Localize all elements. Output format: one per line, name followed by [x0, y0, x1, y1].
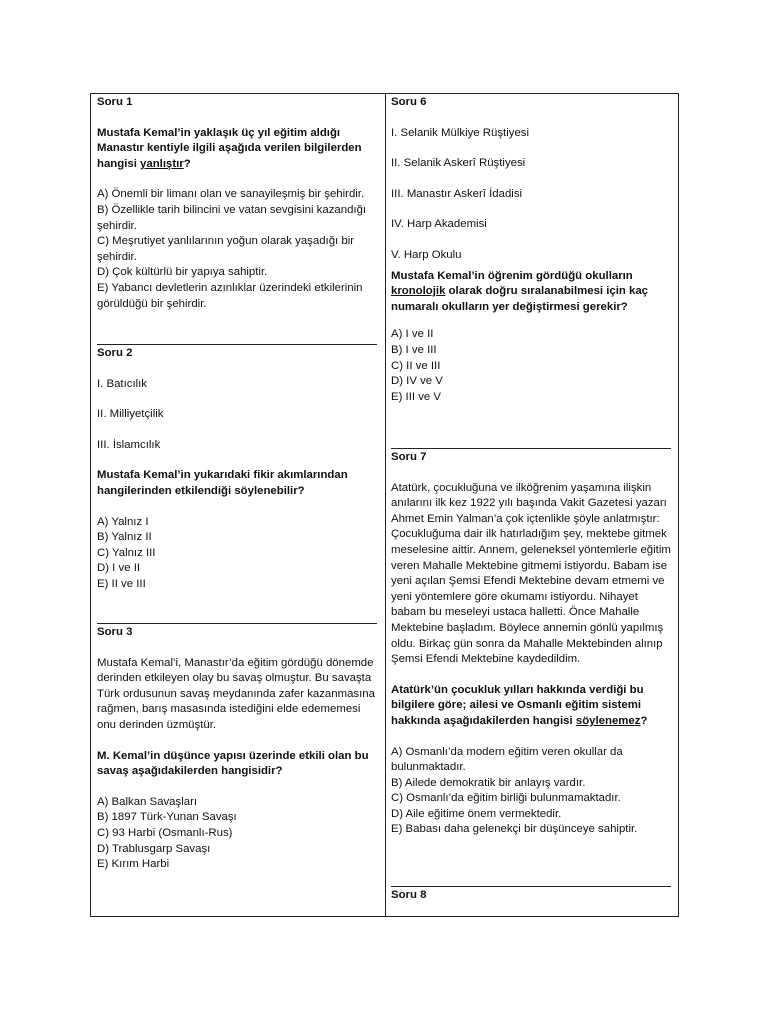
option: A) Balkan Savaşları: [97, 795, 198, 808]
option: B) Özellikle tarih bilincini ve vatan sevgisini kazandığı şehirdir.: [97, 203, 367, 232]
option: E) Babası daha gelenekçi bir düşünceye sahiptir.: [391, 823, 638, 836]
question-7-stem-text: Atatürk’ün çocukluk yılları hakkında verdiği bu bilgilere göre; ailesi ve Osmanlı eğitim sistemi hakkında aşağıdakilerden hangisi: [391, 683, 644, 727]
question-3: [97, 625, 379, 873]
option: A) I ve II: [391, 328, 434, 341]
question-1-stem: [97, 126, 379, 173]
question-8-heading: Soru 8: [391, 889, 427, 901]
question-2-options: [97, 515, 379, 593]
separator-line: [97, 344, 377, 345]
option: E) Yabancı devletlerin azınlıklar üzerindeki etkilerinin görüldüğü bir şehirdir.: [97, 281, 363, 310]
question-1-options: [97, 187, 379, 312]
question-1-stem-text: Mustafa Kemal’in yaklaşık üç yıl eğitim aldığı Manastır kentiyle ilgili aşağıda verilen bilgilerden hangisi: [97, 126, 362, 170]
separator-line: [97, 623, 377, 624]
question-3-options: [97, 795, 379, 873]
question-1-heading: Soru 1: [97, 96, 133, 108]
option: D) Trablusgarp Savaşı: [97, 842, 211, 855]
option: D) Aile eğitime önem vermektedir.: [391, 807, 562, 820]
question-6-stem-text: Mustafa Kemal’in öğrenim gördüğü okulların: [391, 269, 633, 282]
statement-item: IV. Harp Akademisi: [391, 218, 487, 231]
question-7-heading: Soru 7: [391, 451, 427, 463]
question-6-stem-emphasis: kronolojik: [391, 285, 446, 298]
option: D) I ve II: [97, 562, 141, 575]
worksheet-table: [90, 93, 679, 917]
option: C) Meşrutiyet yanlılarının yoğun olarak yaşadığı bir şehirdir.: [97, 235, 355, 263]
question-2: [97, 346, 379, 593]
statement-item: III. İslamcılık: [97, 438, 161, 451]
column-divider: [385, 94, 386, 916]
statement-item: III. Manastır Askerî İdadisi: [391, 187, 523, 200]
option: A) Önemli bir limanı olan ve sanayileşmiş bir şehirdir.: [97, 188, 365, 201]
option: E) II ve III: [97, 577, 146, 590]
question-1: [97, 95, 379, 312]
option: C) 93 Harbi (Osmanlı-Rus): [97, 826, 233, 839]
question-6-heading: Soru 6: [391, 96, 427, 108]
question-7-stem-end: ?: [640, 714, 648, 727]
question-6: [391, 95, 673, 405]
statement-item: I. Selanik Mülkiye Rüştiyesi: [391, 126, 530, 139]
question-3-heading: Soru 3: [97, 626, 133, 638]
statement-item: V. Harp Okulu: [391, 248, 462, 261]
option: B) 1897 Türk-Yunan Savaşı: [97, 811, 237, 824]
question-1-stem-end: ?: [183, 157, 191, 170]
option: C) II ve III: [391, 359, 441, 372]
question-8: [391, 888, 673, 904]
question-3-passage: Mustafa Kemal’i, Manastır’da eğitim gördüğü dönemde derinden etkileyen olay bu savaş olmuştur. Bu savaşta Türk ordusunun savaş meydanında zafer kazanmasına rağmen, barış masasında istediğini elde edememesi onu derinden üzmüştür.: [97, 656, 375, 731]
statement-item: I. Batıcılık: [97, 377, 148, 390]
question-7-passage: Atatürk, çocukluğuna ve ilköğrenim yaşamına ilişkin anılarını ilk kez 1922 yılı başında Vakit Gazetesi yazarı Ahmet Emin Yalman’a çok içtenlikle şöyle anlatmıştır: Çocukluğuma dair ilk hatırladığım şey, mektebe gitmek meselesine aittir. Annem, geleneksel yöntemlerle eğitim veren Mahalle Mektebine gitmemi istiyordu. Babam ise yeni açılan Şemsi Efendi Mektebine devam etmemi ve yeni yöntemlere göre okumamı istiyordu. Nihayet babam bu meseleyi ustaca halletti. Önce Mahalle Mektebine başladım. Böylece annemin gönlü yapılmış oldu. Birkaç gün sonra da Mahalle Mektebinden alınıp Şemsi Efendi Mektebine kaydedildim.: [391, 481, 671, 666]
question-7: [391, 450, 673, 838]
option: E) III ve V: [391, 390, 442, 403]
separator-line: [391, 448, 671, 449]
option: A) Yalnız I: [97, 515, 149, 528]
question-7-options: [391, 745, 673, 839]
question-1-stem-emphasis: yanlıştır: [140, 157, 184, 170]
option: D) IV ve V: [391, 375, 443, 388]
question-7-stem-emphasis: söylenemez: [575, 714, 641, 727]
option: E) Kırım Harbi: [97, 858, 170, 871]
statement-item: II. Selanik Askerî Rüştiyesi: [391, 157, 526, 170]
question-6-stem: [391, 269, 673, 316]
option: C) Yalnız III: [97, 546, 156, 559]
option: A) Osmanlı’da modern eğitim veren okullar da bulunmaktadır.: [391, 745, 623, 774]
question-2-heading: Soru 2: [97, 347, 133, 359]
question-6-stem-end: olarak doğru sıralanabilmesi için kaç numaralı okulların yer değiştirmesi gerekir?: [391, 285, 649, 313]
option: B) Ailede demokratik bir anlayış vardır.: [391, 776, 586, 789]
statement-item: II. Milliyetçilik: [97, 408, 164, 421]
separator-line: [391, 886, 671, 887]
option: B) I ve III: [391, 343, 437, 356]
option: D) Çok kültürlü bir yapıya sahiptir.: [97, 266, 268, 279]
question-3-stem: M. Kemal’in düşünce yapısı üzerinde etkili olan bu savaş aşağıdakilerden hangisidir?: [97, 749, 369, 778]
question-6-options: [391, 327, 673, 405]
question-2-stem: Mustafa Kemal’in yukarıdaki fikir akımlarından hangilerinden etkilendiği söylenebilir?: [97, 469, 348, 497]
option: C) Osmanlı’da eğitim birliği bulunmamaktadır.: [391, 792, 621, 805]
option: B) Yalnız II: [97, 531, 152, 544]
question-7-stem: [391, 683, 673, 730]
